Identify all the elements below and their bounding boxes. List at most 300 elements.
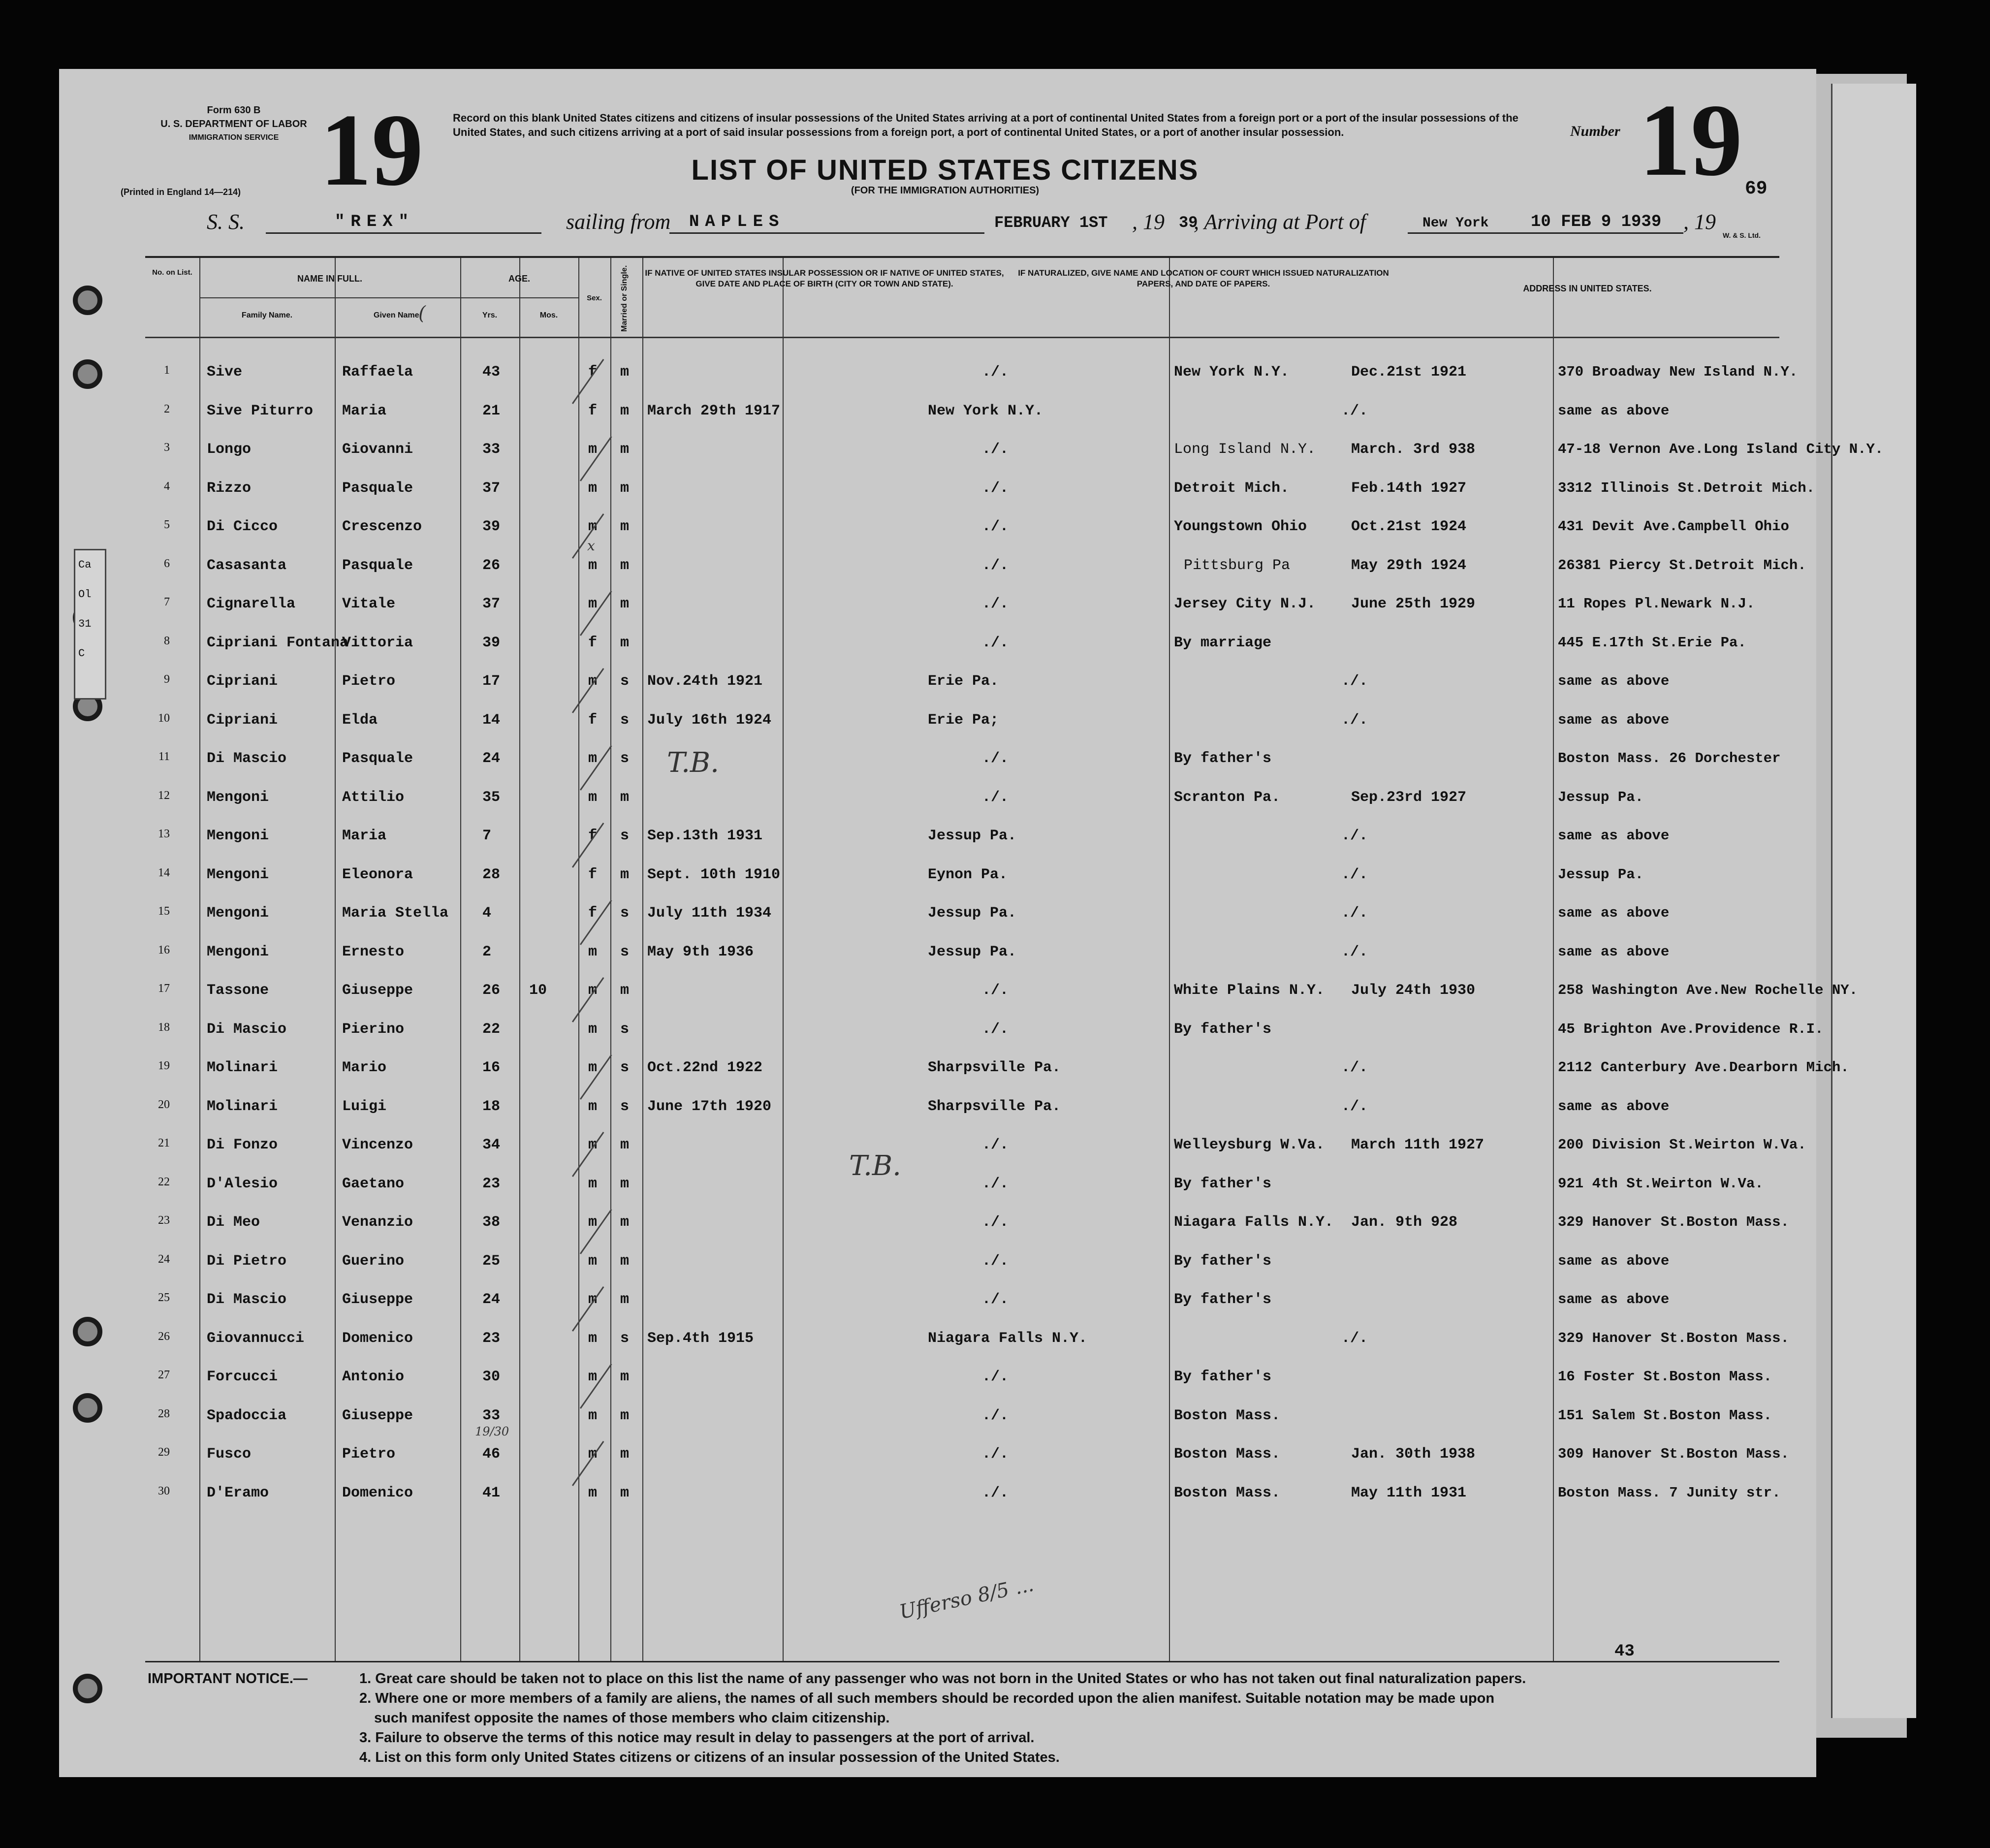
header-native: IF NATIVE OF UNITED STATES INSULAR POSSESSION OR IF NATIVE OF UNITED STATES, GIVE DATE AND PLACE OF BIRTH (CITY OR TOWN AND STATE). [645,268,1004,288]
cell-no: 10 [158,711,170,725]
cell-family: Cipriani [207,711,278,729]
cell-no: 29 [158,1446,170,1459]
cell-birth-place: ./. [982,1214,1009,1231]
cell-family: Di Mascio [207,1291,287,1308]
cell-sex: f [588,634,598,651]
cell-ms: m [620,518,630,535]
cell-nat-place: Boston Mass. [1174,1446,1281,1463]
handwritten-x: x [587,538,595,554]
cell-birth-place: Erie Pa; [928,711,999,729]
cell-birth-place: ./. [982,596,1009,612]
cell-sex: m [588,1175,598,1192]
cell-address: 3312 Illinois St.Detroit Mich. [1558,479,1815,496]
cell-given: Vitale [342,596,396,612]
cell-nat-date: ./. [1341,402,1368,419]
cell-no: 4 [164,479,170,493]
cell-no: 28 [158,1407,170,1420]
cell-sex: m [588,1291,598,1308]
cell-birth-place: ./. [982,1175,1009,1192]
cell-address: 26381 Piercy St.Detroit Mich. [1558,557,1806,574]
cell-address: 329 Hanover St.Boston Mass. [1558,1214,1789,1230]
cell-yrs: 34 [482,1137,501,1153]
cell-nat-place: By father's [1174,1369,1272,1385]
printer-note: (Printed in England 14—214) [121,187,241,197]
cell-address: 16 Foster St.Boston Mass. [1558,1369,1772,1385]
cell-address: Jessup Pa. [1558,866,1644,883]
cell-given: Gaetano [342,1175,405,1192]
header-sex: Sex. [587,294,602,302]
cell-address: Boston Mass. 7 Junity str. [1558,1484,1781,1501]
cell-family: Mengoni [207,866,269,883]
binder-hole-icon [73,1674,102,1703]
header-age: AGE. [508,274,530,284]
header-name-in-full: NAME IN FULL. [297,274,362,284]
cell-no: 27 [158,1369,170,1381]
page-total: 43 [1614,1642,1635,1661]
cell-sex: f [588,402,598,419]
cell-birth-date: May 9th 1936 [647,943,754,960]
cell-no: 17 [158,982,170,995]
cell-birth-place: Erie Pa. [928,673,999,690]
cell-family: Fusco [207,1446,252,1463]
cell-address: same as above [1558,1098,1670,1115]
cell-yrs: 37 [482,479,501,497]
cell-yrs: 18 [482,1098,501,1115]
cell-nat-date: ./. [1341,673,1368,690]
cell-family: Di Pietro [207,1252,287,1270]
cell-family: Longo [207,441,252,458]
cell-nat-place: New York N.Y. [1174,364,1290,381]
handwritten-note: 19/30 [475,1425,509,1438]
cell-yrs: 17 [482,673,501,690]
cell-given: Maria [342,828,387,844]
cell-address: 45 Brighton Ave.Providence R.I. [1558,1020,1824,1037]
cell-family: Di Mascio [207,750,287,767]
cell-yrs: 37 [482,596,501,612]
cell-yrs: 23 [482,1175,501,1192]
cell-family: Tassone [207,982,269,999]
cell-ms: s [620,828,630,844]
cell-nat-place: Jersey City N.J. [1174,596,1316,612]
cell-ms: s [620,943,630,960]
cell-birth-place: ./. [982,364,1009,381]
cell-no: 12 [158,789,170,802]
cell-sex: m [588,750,598,767]
cell-nat-date: ./. [1341,905,1368,922]
cell-ms: m [620,1137,630,1153]
cell-address: same as above [1558,828,1670,844]
cell-given: Pierino [342,1020,405,1038]
cell-mos: 10 [529,982,547,999]
cell-nat-date: July 24th 1930 [1351,982,1476,999]
cell-yrs: 38 [482,1214,501,1231]
manifest-table [145,256,1884,1662]
cell-no: 25 [158,1291,170,1304]
ss-label: S. S. [207,210,245,234]
cell-nat-place: By father's [1174,1020,1272,1038]
cell-ms: m [620,866,630,883]
header-naturalized: IF NATURALIZED, GIVE NAME AND LOCATION OF COURT WHICH ISSUED NATURALIZATION PAPERS, AND DATE OF PAPERS. [1018,268,1389,288]
cell-no: 8 [164,634,170,647]
cell-yrs: 46 [482,1446,501,1463]
cell-ms: m [620,364,630,381]
cell-given: Guerino [342,1252,405,1270]
header-yrs: Yrs. [482,311,498,319]
cell-given: Pietro [342,1446,396,1463]
cell-ms: m [620,402,630,419]
cell-family: D'Alesio [207,1175,278,1192]
cell-sex: m [588,943,598,960]
cell-no: 11 [158,750,170,763]
cell-given: Pasquale [342,479,413,497]
cell-nat-place: Scranton Pa. [1174,789,1281,806]
notice-item: 2. Where one or more members of a family are aliens, the names of all such members should be recorded upon the alien manifest. Suitable notation may be made upon [359,1690,1495,1706]
cell-nat-date: March. 3rd 938 [1351,441,1476,458]
header-family-name: Family Name. [241,311,293,319]
cell-birth-place: ./. [982,441,1009,458]
cell-birth-place: Sharpsville Pa. [928,1059,1061,1076]
cell-nat-date: May 11th 1931 [1351,1484,1467,1501]
cell-yrs: 35 [482,789,501,806]
handwritten-mark: ( [418,302,426,324]
cell-nat-date: June 25th 1929 [1351,596,1476,612]
cell-nat-place: By father's [1174,1175,1272,1192]
cell-ms: s [620,1059,630,1076]
cell-nat-date: ./. [1341,828,1368,844]
sheet-number-left: 19 [320,93,423,207]
cell-sex: m [588,1098,598,1115]
cell-family: Molinari [207,1059,278,1076]
cell-nat-date: ./. [1341,1059,1368,1076]
cell-sex: m [588,1137,598,1153]
cell-nat-place: By marriage [1174,634,1272,651]
cell-nat-date: Jan. 30th 1938 [1351,1446,1476,1463]
cell-nat-place: Niagara Falls N.Y. [1174,1214,1334,1231]
port-to: New York [1422,216,1489,231]
margin-tab-text: Ol [78,588,92,601]
cell-no: 1 [164,364,170,377]
cell-address: same as above [1558,402,1670,419]
handwritten-tb-mark: T.B. [667,747,719,779]
form-number: Form 630 B [207,105,261,116]
cell-nat-date: March 11th 1927 [1351,1137,1485,1153]
cell-sex: m [588,1059,598,1076]
cell-yrs: 30 [482,1369,501,1385]
cell-yrs: 7 [482,828,492,844]
cell-family: Sive Piturro [207,402,314,419]
cell-no: 7 [164,596,170,608]
cell-yrs: 33 [482,1407,501,1424]
cell-birth-place: Jessup Pa. [928,828,1017,844]
cell-nat-date: Sep.23rd 1927 [1351,789,1467,806]
cell-family: Di Cicco [207,518,278,535]
header-married-single: Married or Single. [620,265,629,332]
cell-nat-date: Feb.14th 1927 [1351,479,1467,497]
form-identifier [135,103,332,145]
cell-ms: s [620,673,630,690]
cell-no: 20 [158,1098,170,1111]
cell-ms: s [620,750,630,767]
cell-given: Ernesto [342,943,405,960]
cell-sex: f [588,711,598,729]
cell-family: Mengoni [207,789,269,806]
cell-nat-date: Dec.21st 1921 [1351,364,1467,381]
cell-nat-place: Long Island N.Y. [1174,441,1316,458]
cell-family: Mengoni [207,828,269,844]
cell-sex: m [588,441,598,458]
binder-hole-icon [73,1393,102,1423]
sailing-label: sailing from [566,210,671,234]
cell-nat-place: Youngstown Ohio [1174,518,1307,535]
cell-family: Di Mascio [207,1020,287,1038]
cell-yrs: 41 [482,1484,501,1501]
cell-yrs: 33 [482,441,501,458]
cell-nat-place: Boston Mass. [1174,1484,1281,1501]
cell-address: same as above [1558,1252,1670,1269]
notice-item-continued: such manifest opposite the names of those members who claim citizenship. [374,1710,890,1726]
cell-sex: f [588,866,598,883]
cell-sex: m [588,518,598,535]
cell-family: Cipriani [207,673,278,690]
cell-nat-date: May 29th 1924 [1351,557,1467,574]
handwritten-tb-mark: T.B. [849,1150,901,1182]
cell-birth-place: ./. [982,982,1009,999]
page-number: 69 [1745,178,1768,199]
cell-family: D'Eramo [207,1484,269,1501]
cell-birth-place: ./. [982,789,1009,806]
cell-yrs: 4 [482,905,492,922]
cell-family: Cignarella [207,596,296,612]
port-from: NAPLES [689,213,785,231]
cell-address: 309 Hanover St.Boston Mass. [1558,1446,1789,1462]
cell-ms: m [620,1175,630,1192]
cell-sex: m [588,1407,598,1424]
cell-given: Eleonora [342,866,413,883]
depart-year: 39 [1179,214,1198,232]
cell-address: Jessup Pa. [1558,789,1644,805]
cell-given: Domenico [342,1484,413,1501]
binder-hole-icon [73,1317,102,1346]
cell-birth-place: ./. [982,479,1009,497]
cell-nat-place: Boston Mass. [1174,1407,1281,1424]
cell-birth-place: ./. [982,1484,1009,1501]
arrival-stamp: 10 FEB 9 1939 [1531,213,1662,231]
cell-birth-place: ./. [982,1407,1009,1424]
cell-family: Forcucci [207,1369,278,1385]
cell-nat-date: ./. [1341,1330,1368,1347]
cell-no: 22 [158,1175,170,1188]
cell-birth-place: ./. [982,557,1009,574]
cell-nat-place: Welleysburg W.Va. [1174,1137,1325,1153]
cell-yrs: 39 [482,634,501,651]
cell-birth-date: March 29th 1917 [647,402,781,419]
cell-given: Vittoria [342,634,413,651]
cell-ms: m [620,596,630,612]
cell-nat-place: By father's [1174,1252,1272,1270]
cell-sex: m [588,1214,598,1231]
cell-birth-place: New York N.Y. [928,402,1043,419]
cell-sex: m [588,557,598,574]
cell-address: same as above [1558,673,1670,689]
cell-yrs: 28 [482,866,501,883]
cell-family: Mengoni [207,905,269,922]
cell-ms: m [620,479,630,497]
cell-ms: m [620,982,630,999]
cell-birth-date: Sep.13th 1931 [647,828,763,844]
cell-sex: m [588,673,598,690]
cell-yrs: 14 [482,711,501,729]
cell-family: Cipriani Fontana [207,634,349,651]
cell-yrs: 22 [482,1020,501,1038]
cell-birth-date: Sep.4th 1915 [647,1330,754,1347]
cell-birth-place: Niagara Falls N.Y. [928,1330,1088,1347]
cell-no: 16 [158,943,170,956]
margin-tab [74,549,106,700]
binder-hole-icon [73,359,102,389]
cell-ms: s [620,905,630,922]
cell-given: Luigi [342,1098,387,1115]
cell-sex: m [588,982,598,999]
cell-birth-place: Sharpsville Pa. [928,1098,1061,1115]
cell-no: 18 [158,1020,170,1034]
margin-tab-text: C [78,647,85,660]
cell-address: 431 Devit Ave.Campbell Ohio [1558,518,1789,535]
cell-birth-place: Jessup Pa. [928,943,1017,960]
cell-ms: m [620,634,630,651]
cell-ms: m [620,1446,630,1463]
cell-birth-date: June 17th 1920 [647,1098,772,1115]
cell-no: 19 [158,1059,170,1072]
cell-nat-place: By father's [1174,1291,1272,1308]
cell-address: 921 4th St.Weirton W.Va. [1558,1175,1764,1192]
cell-yrs: 23 [482,1330,501,1347]
header-mos: Mos. [539,311,558,319]
cell-sex: m [588,1330,598,1347]
cell-birth-place: ./. [982,1020,1009,1038]
cell-yrs: 26 [482,557,501,574]
cell-nat-place: White Plains N.Y. [1174,982,1325,999]
depart-date: FEBRUARY 1ST [994,214,1108,232]
cell-given: Giovanni [342,441,413,458]
cell-birth-place: ./. [982,750,1009,767]
cell-address: same as above [1558,1291,1670,1307]
cell-nat-date: ./. [1341,943,1368,960]
cell-yrs: 16 [482,1059,501,1076]
binder-hole-icon [73,286,102,315]
cell-yrs: 26 [482,982,501,999]
cell-yrs: 24 [482,1291,501,1308]
cell-no: 15 [158,905,170,918]
cell-nat-date: ./. [1341,711,1368,729]
header-given-name: Given Name. [374,311,421,319]
handwritten-signature: Ufferso 8/5 ... [897,1573,1036,1624]
cell-birth-place: Eynon Pa. [928,866,1008,883]
cell-nat-date: Jan. 9th 928 [1351,1214,1458,1231]
cell-family: Di Meo [207,1214,260,1231]
cell-given: Mario [342,1059,387,1076]
cell-ms: m [620,557,630,574]
cell-given: Giuseppe [342,1291,413,1308]
cell-sex: f [588,905,598,922]
cell-family: Molinari [207,1098,278,1115]
cell-given: Crescenzo [342,518,422,535]
cell-sex: m [588,1484,598,1501]
manifest-page [59,69,1884,1777]
cell-no: 13 [158,828,170,840]
cell-no: 26 [158,1330,170,1343]
notice-item: 4. List on this form only United States citizens or citizens of an insular possession of the United States. [359,1750,1060,1765]
cell-given: Vincenzo [342,1137,413,1153]
cell-address: 370 Broadway New Island N.Y. [1558,364,1798,380]
cell-yrs: 43 [482,364,501,381]
cell-address: 151 Salem St.Boston Mass. [1558,1407,1772,1424]
cell-birth-place: ./. [982,1252,1009,1270]
cell-birth-date: Nov.24th 1921 [647,673,763,690]
cell-address: 11 Ropes Pl.Newark N.J. [1558,596,1755,612]
cell-birth-place: ./. [982,1446,1009,1463]
cell-no: 21 [158,1137,170,1149]
number-label: Number [1570,123,1620,139]
cell-sex: m [588,1252,598,1270]
form-subtitle: (FOR THE IMMIGRATION AUTHORITIES) [851,185,1040,196]
cell-yrs: 2 [482,943,492,960]
cell-yrs: 25 [482,1252,501,1270]
header-no-on-list: No. on List. [152,268,192,277]
cell-nat-place: By father's [1174,750,1272,767]
cell-given: Elda [342,711,378,729]
sheet-number-right: 19 [1639,83,1742,197]
cell-sex: m [588,1446,598,1463]
cell-nat-place: Detroit Mich. [1174,479,1290,497]
form-instructions: Record on this blank United States citizens and citizens of insular possessions of the United States arriving at a port of continental United States from a foreign port or a port of the insular possessions of the United States, and such citizens arriving at a port of said insular possessions from a foreign port, a port of continental United States, or a port of another insular possession. [453,112,1518,138]
cell-address: same as above [1558,943,1670,960]
cell-nat-date: ./. [1341,866,1368,883]
cell-yrs: 39 [482,518,501,535]
cell-given: Pietro [342,673,396,690]
cell-ms: m [620,1252,630,1270]
cell-birth-place: ./. [982,1369,1009,1385]
cell-ms: s [620,711,630,729]
cell-no: 6 [164,557,170,570]
department-name: U. S. DEPARTMENT OF LABOR [160,119,307,129]
notice-label: IMPORTANT NOTICE.— [148,1671,308,1687]
cell-ms: m [620,1484,630,1501]
cell-ms: s [620,1330,630,1347]
cell-ms: s [620,1020,630,1038]
cell-birth-place: ./. [982,1137,1009,1153]
cell-address: 47-18 Vernon Ave.Long Island City N.Y. [1558,441,1884,457]
cell-address: 258 Washington Ave.New Rochelle NY. [1558,982,1858,998]
cell-yrs: 24 [482,750,501,767]
cell-family: Mengoni [207,943,269,960]
cell-no: 5 [164,518,170,531]
cell-address: 329 Hanover St.Boston Mass. [1558,1330,1789,1346]
cell-address: 445 E.17th St.Erie Pa. [1558,634,1746,651]
cell-sex: m [588,1020,598,1038]
cell-given: Maria [342,402,387,419]
cell-ms: m [620,441,630,458]
year-prefix: , 19 [1132,210,1165,234]
header-address: ADDRESS IN UNITED STATES. [1523,284,1652,293]
arriving-label: , Arriving at Port of [1194,210,1366,234]
cell-given: Domenico [342,1330,413,1347]
cell-family: Di Fonzo [207,1137,278,1153]
cell-address: 2112 Canterbury Ave.Dearborn Mich. [1558,1059,1849,1076]
cell-ms: m [620,1291,630,1308]
cell-given: Pasquale [342,750,413,767]
cell-no: 23 [158,1214,170,1227]
cell-birth-place: Jessup Pa. [928,905,1017,922]
